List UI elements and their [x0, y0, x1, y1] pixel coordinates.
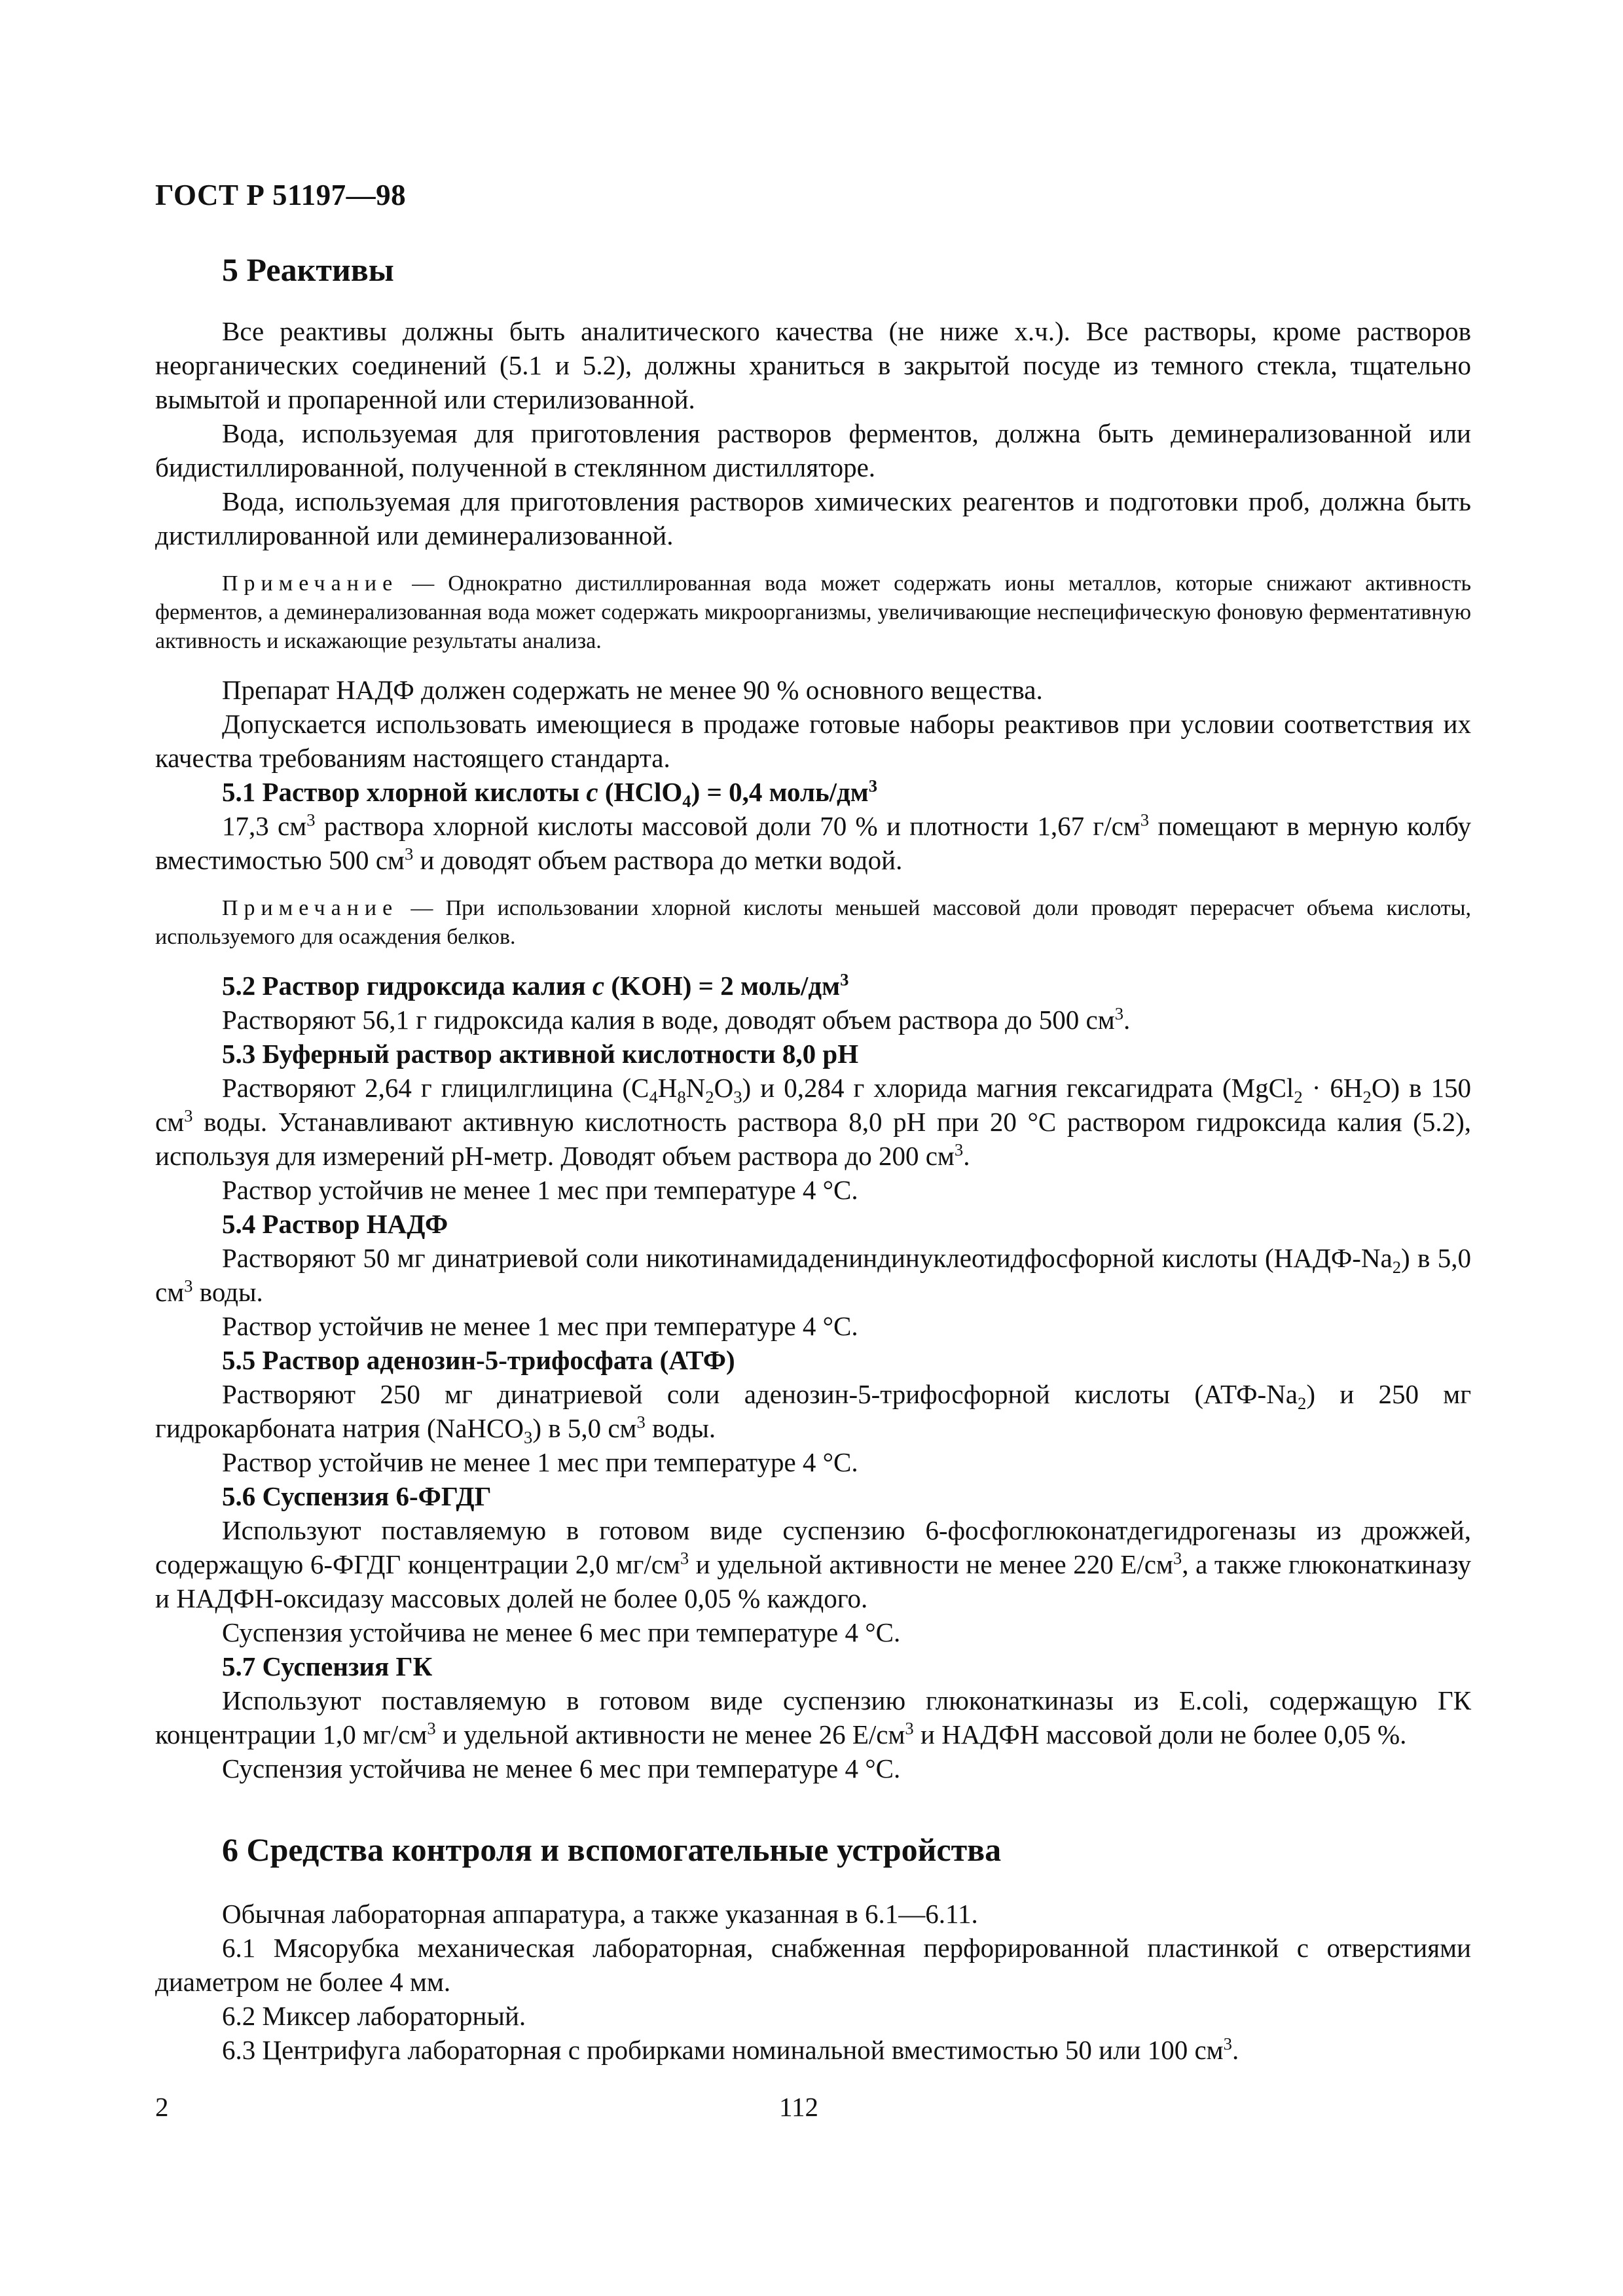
subsection-5-4-heading: 5.4 Раствор НАДФ: [222, 1209, 448, 1239]
stability-text: Раствор устойчив не менее 1 мес при температуре 4 °С.: [222, 1175, 858, 1205]
note-label: Примечание: [222, 571, 399, 596]
paragraph: Обычная лабораторная аппаратура, а также указанная в 6.1—6.11.: [222, 1899, 978, 1929]
subsection-5-7-text: Используют поставляемую в готовом виде суспензию глюконаткиназы из E.coli, содержащую ГК концентрации 1,0 $мг/см^3$ и удельной активности не менее 26 $Е/см^3$ и НАДФН массовой доли не более 0,05 %.: [155, 1685, 1471, 1749]
subsection-5-5-heading: 5.5 Раствор аденозин-5-трифосфата (АТФ): [222, 1345, 735, 1375]
list-item-6-2: 6.2 Миксер лабораторный.: [222, 2001, 526, 2031]
subsection-5-7-heading: 5.7 Суспензия ГК: [222, 1651, 433, 1681]
subsection-5-3-text: Растворяют 2,64 г глицилглицина $(C_4H_8N_2O_3)$ и 0,284 г хлорида магния гексагидрата (MgCl$_2$ · $6H_2O$) в 150 $см^3$ воды. Устанавливают активную кислотность раствора 8,0 pH при 20 °С раствором гидроксида калия (5.2), используя для измерений pH-метр. Доводят объем раствора до 200 $см^3$.: [155, 1073, 1472, 1171]
note-1: [155, 569, 1471, 656]
subsection-5-1-text: 17,3 $см^3$ раствора хлорной кислоты массовой доли 70 % и плотности 1,67 $г/см^3$ помещают в мерную колбу вместимостью 500 $см^3$ и доводят объем раствора до метки водой.: [155, 810, 1471, 875]
subsection-5-4-text: Растворяют 50 мг динатриевой соли никотинамидадениндинуклеотидфосфорной кислоты $(НАДФ-Na_2)$ в 5,0 $см^3$ воды.: [155, 1243, 1471, 1307]
list-item-6-1: 6.1 Мясорубка механическая лабораторная, снабженная перфорированной пластинкой с отверстиями диаметром не более 4 мм.: [155, 1933, 1471, 1997]
stability-text: Суспензия устойчива не менее 6 мес при температуре 4 °С.: [222, 1617, 901, 1647]
subsection-5-5-text: Растворяют 250 мг динатриевой соли аденозин-5-трифосфорной кислоты $(АТФ-Na_2)$ и 250 мг гидрокарбоната натрия (NaHCO$_3$) в 5,0 $см^3$ воды.: [155, 1379, 1472, 1448]
note-2: [155, 894, 1471, 952]
paragraph: Вода, используемая для приготовления растворов химических реагентов и подготовки проб, должна быть дистиллированной или деминерализованной.: [155, 486, 1471, 550]
stability-text: Раствор устойчив не менее 1 мес при температуре 4 °С.: [222, 1447, 858, 1477]
paragraph: Препарат НАДФ должен содержать не менее 90 % основного вещества.: [222, 675, 1043, 705]
subsection-5-6-text: Используют поставляемую в готовом виде суспензию 6-фосфоглюконатдегидрогеназы из дрожжей, содержащую 6-ФГДГ концентрации 2,0 $мг/см^3$ и удельной активности не менее 220 $Е/см^3$, а также глюконаткиназу и НАДФН-оксидазу массовых долей не более 0,05 % каждого.: [155, 1515, 1471, 1613]
running-head: ГОСТ Р 51197—98: [155, 179, 407, 211]
page-number-center: 112: [779, 2092, 818, 2122]
note-label: Примечание: [222, 896, 399, 920]
note-text: — При использовании хлорной кислоты меньшей массовой доли проводят перерасчет объема кислоты, используемого для осаждения белков.: [155, 896, 1471, 949]
subsection-5-2-heading: 5.2 Раствор гидроксида калия c (KOH) = 2 моль/$дм^3$: [222, 969, 849, 1001]
paragraph: Допускается использовать имеющиеся в продаже готовые наборы реактивов при условии соответствия их качества требованиям настоящего стандарта.: [155, 709, 1471, 773]
page-body: [155, 236, 1471, 2067]
stability-text: Раствор устойчив не менее 1 мес при температуре 4 °С.: [222, 1311, 858, 1341]
section-5-title: 5 Реактивы: [222, 251, 394, 288]
stability-text: Суспензия устойчива не менее 6 мес при температуре 4 °С.: [222, 1753, 901, 1784]
paragraph: Все реактивы должны быть аналитического качества (не ниже х.ч.). Все растворы, кроме растворов неорганических соединений (5.1 и 5.2), должны храниться в закрытой посуде из темного стекла, тщательно вымытой и пропаренной или стерилизованной.: [155, 316, 1471, 414]
subsection-5-3-heading: 5.3 Буферный раствор активной кислотности 8,0 pH: [222, 1039, 859, 1069]
subsection-5-2-text: Растворяют 56,1 г гидроксида калия в воде, доводят объем раствора до 500 $см^3$.: [222, 1003, 1131, 1035]
subsection-5-1-heading: 5.1 Раствор хлорной кислоты c (HClO$_4$) = 0,4 моль/$дм^3$: [222, 776, 878, 812]
page-number-left: 2: [155, 2092, 169, 2122]
note-text: — Однократно дистиллированная вода может содержать ионы металлов, которые снижают активность ферментов, а деминерализованная вода может содержать микроорганизмы, увеличивающие неспецифическую фоновую ферментативную активность и искажающие результаты анализа.: [155, 571, 1471, 653]
paragraph: Вода, используемая для приготовления растворов ферментов, должна быть деминерализованной или бидистиллированной, полученной в стеклянном дистилляторе.: [155, 418, 1471, 482]
subsection-5-6-heading: 5.6 Суспензия 6-ФГДГ: [222, 1481, 492, 1511]
section-6-title: 6 Средства контроля и вспомогательные устройства: [222, 1831, 1002, 1868]
list-item-6-3: 6.3 Центрифуга лабораторная с пробирками номинальной вместимостью 50 или 100 $см^3$.: [222, 2034, 1239, 2065]
